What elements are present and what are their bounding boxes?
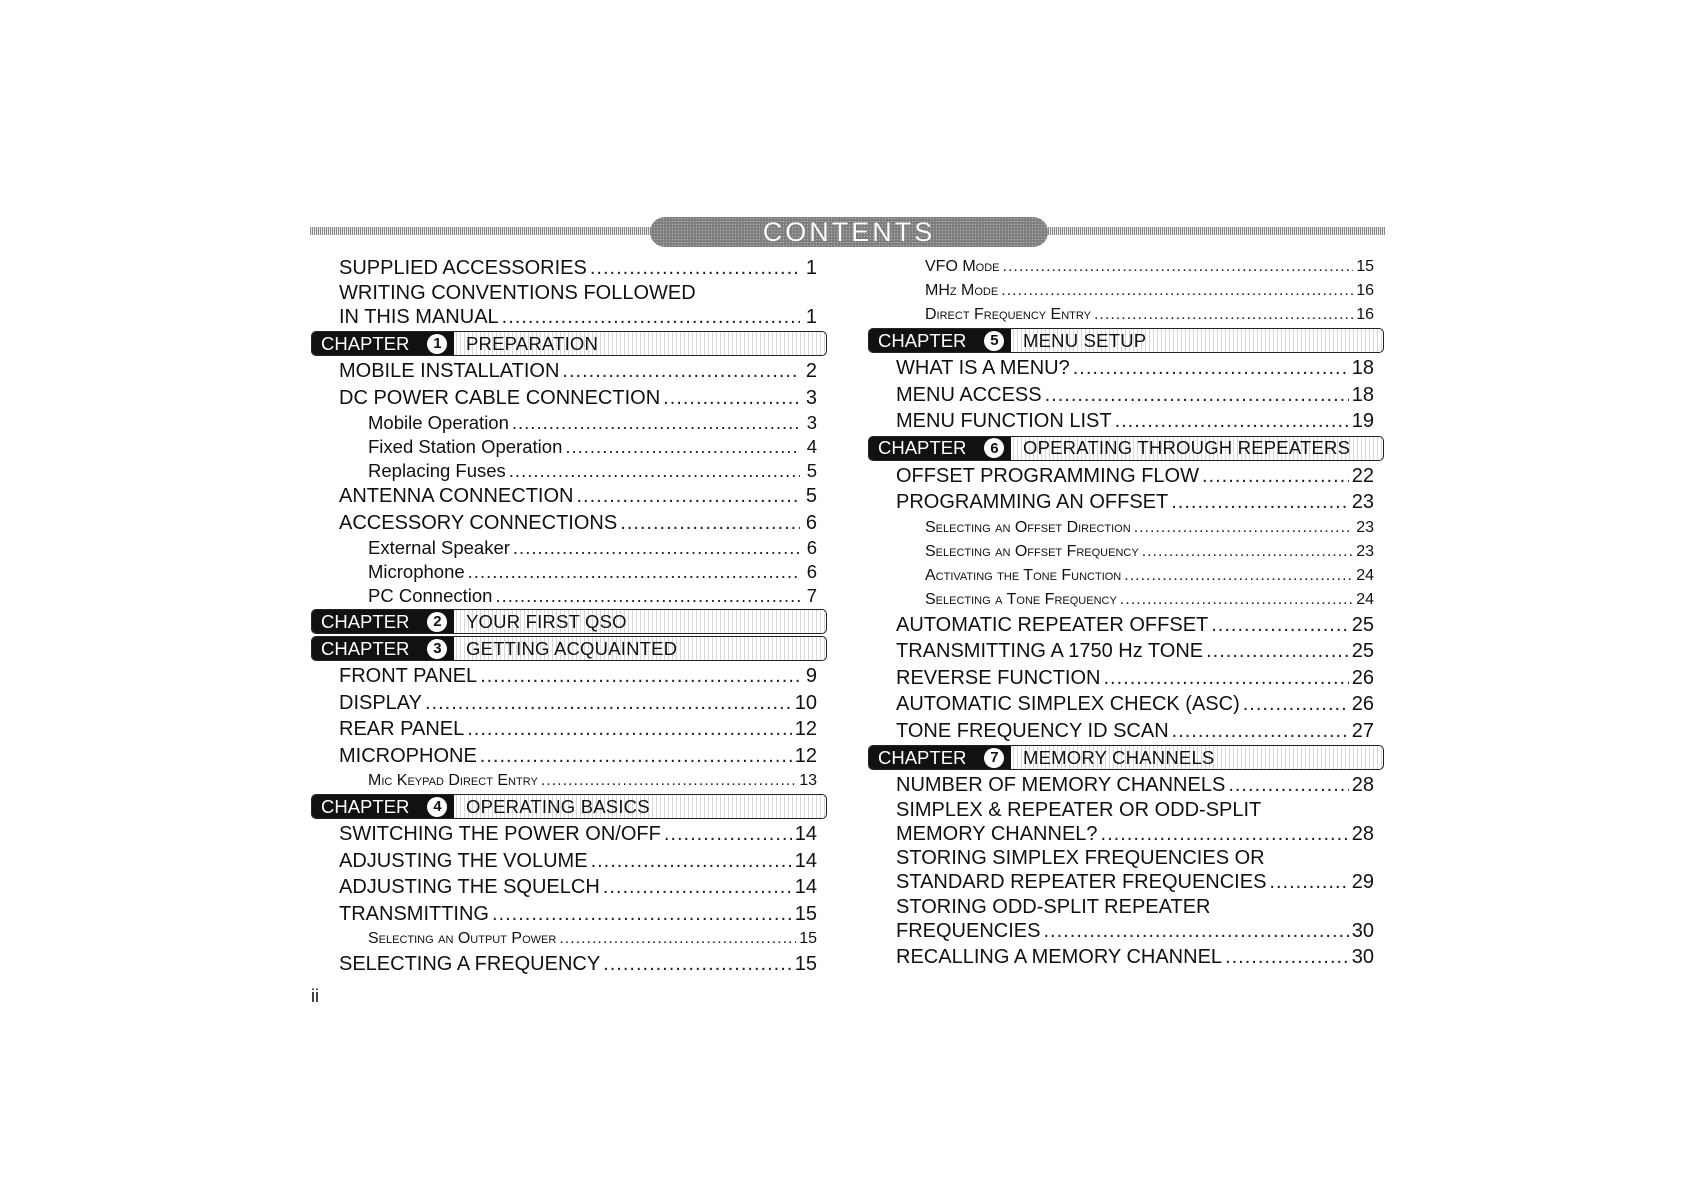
toc-entry-title: STANDARD REPEATER FREQUENCIES xyxy=(896,871,1267,893)
toc-page-number: 15 xyxy=(799,930,817,947)
toc-entry-title: ADJUSTING THE VOLUME xyxy=(339,849,588,872)
dot-leader xyxy=(663,385,800,412)
toc-page-number: 10 xyxy=(794,691,817,714)
toc-page-number: 28 xyxy=(1351,822,1374,845)
toc-page-number: 30 xyxy=(1351,919,1374,942)
toc-entry[interactable] xyxy=(868,638,1384,665)
chapter-heading xyxy=(311,609,827,634)
dot-leader xyxy=(620,510,800,537)
toc-entry-title: MHz Mode xyxy=(925,282,999,299)
dot-leader xyxy=(1094,303,1353,327)
chapter-tag xyxy=(312,332,454,355)
toc-entry-title: DISPLAY xyxy=(339,691,422,714)
toc-entry[interactable] xyxy=(868,382,1384,409)
dot-leader xyxy=(1211,612,1349,639)
toc-page-number: 18 xyxy=(1351,357,1374,379)
toc-entry-title: WHAT IS A MENU? xyxy=(896,357,1070,379)
toc-entry-title: DC POWER CABLE CONNECTION xyxy=(339,386,661,409)
toc-entry-title: AUTOMATIC REPEATER OFFSET xyxy=(896,613,1209,636)
page-number: ii xyxy=(311,986,319,1006)
toc-subentry[interactable] xyxy=(868,516,1384,540)
toc-page-number: 14 xyxy=(794,823,817,845)
chapter-title: PREPARATION xyxy=(466,332,599,354)
toc-entry[interactable] xyxy=(311,663,827,690)
dot-leader xyxy=(512,411,800,435)
toc-page-number: 12 xyxy=(794,744,817,767)
toc-page-number: 15 xyxy=(794,953,817,975)
toc-page-number: 19 xyxy=(1351,410,1374,432)
toc-entry-title: TRANSMITTING xyxy=(339,902,489,925)
toc-page-number: 5 xyxy=(805,485,817,507)
chapter-title: OPERATING BASICS xyxy=(466,795,650,817)
dot-leader xyxy=(541,769,796,793)
toc-entry[interactable] xyxy=(311,510,827,537)
toc-entry-title: SUPPLIED ACCESSORIES xyxy=(339,257,587,279)
chapter-label: CHAPTER xyxy=(878,437,967,458)
dot-leader xyxy=(1043,918,1348,945)
toc-page-number: 15 xyxy=(1356,258,1374,275)
toc-subentry[interactable] xyxy=(311,927,827,951)
toc-entry[interactable] xyxy=(868,718,1384,745)
toc-page-number: 9 xyxy=(805,665,817,687)
chapter-label: CHAPTER xyxy=(321,610,410,632)
toc-page-number: 25 xyxy=(1351,613,1374,636)
dot-leader xyxy=(562,358,800,385)
toc-entry[interactable] xyxy=(311,385,827,412)
chapter-tag xyxy=(869,329,1011,352)
toc-entry[interactable] xyxy=(868,489,1384,516)
chapter-heading xyxy=(868,436,1384,461)
chapter-heading xyxy=(868,328,1384,353)
toc-entry-title: MICROPHONE xyxy=(339,744,477,767)
toc-entry-line[interactable] xyxy=(311,282,827,304)
toc-entry-title: PC Connection xyxy=(368,585,493,606)
toc-page-number: 22 xyxy=(1351,464,1374,487)
chapter-number-badge: 4 xyxy=(427,797,447,817)
toc-subentry[interactable] xyxy=(311,769,827,793)
toc-entry-title: Selecting an Offset Direction xyxy=(925,518,1131,536)
toc-page-number: 6 xyxy=(806,561,817,582)
toc-page-number: 13 xyxy=(799,772,817,789)
toc-subentry[interactable] xyxy=(311,584,827,608)
toc-page-number: 14 xyxy=(794,876,817,898)
chapter-number-badge: 3 xyxy=(427,639,447,659)
dot-leader xyxy=(664,821,792,848)
chapter-title: GETTING ACQUAINTED xyxy=(466,637,678,659)
toc-entry-title: PROGRAMMING AN OFFSET xyxy=(896,491,1169,513)
toc-entry[interactable] xyxy=(868,691,1384,718)
chapter-title: OPERATING THROUGH REPEATERS xyxy=(1023,437,1351,458)
dot-leader xyxy=(1115,408,1349,435)
toc-entry-title: ANTENNA CONNECTION xyxy=(339,485,574,507)
toc-entry[interactable] xyxy=(311,901,827,928)
toc-entry-title: Selecting an Offset Frequency xyxy=(925,542,1139,560)
chapter-tag xyxy=(312,637,454,660)
toc-entry-title: NUMBER OF MEMORY CHANNELS xyxy=(896,774,1226,796)
toc-entry-title: TRANSMITTING A 1750 Hz TONE xyxy=(896,640,1204,662)
toc-entry-title: WRITING CONVENTIONS FOLLOWED xyxy=(339,281,696,304)
toc-entry-title: ACCESSORY CONNECTIONS xyxy=(339,511,618,534)
toc-subentry[interactable] xyxy=(868,303,1384,327)
toc-entry-title: Replacing Fuses xyxy=(368,460,506,481)
dot-leader xyxy=(565,435,800,459)
dot-leader xyxy=(1269,869,1348,896)
toc-page-number: 3 xyxy=(805,386,817,409)
chapter-label: CHAPTER xyxy=(321,795,410,817)
toc-subentry[interactable] xyxy=(311,536,827,560)
toc-page-number: 24 xyxy=(1356,590,1374,608)
toc-entry-title: OFFSET PROGRAMMING FLOW xyxy=(896,464,1199,487)
toc-entry-title: IN THIS MANUAL xyxy=(339,305,499,328)
toc-page-number: 25 xyxy=(1351,640,1374,662)
toc-entry[interactable] xyxy=(868,821,1384,848)
toc-entry-title: ADJUSTING THE SQUELCH xyxy=(339,876,600,898)
toc-subentry[interactable] xyxy=(311,411,827,435)
dot-leader xyxy=(1134,516,1354,540)
dot-leader xyxy=(480,743,792,770)
dot-leader xyxy=(1003,255,1354,279)
contents-title: CONTENTS xyxy=(762,216,936,247)
toc-page-number: 6 xyxy=(806,537,817,558)
toc-entry[interactable] xyxy=(868,869,1384,896)
dot-leader xyxy=(1225,944,1349,971)
toc-subentry[interactable] xyxy=(868,588,1384,612)
chapter-heading xyxy=(868,745,1384,770)
dot-leader xyxy=(590,255,800,282)
contents-header xyxy=(650,217,1048,247)
dot-leader xyxy=(425,690,792,717)
toc-entry-title: STORING SIMPLEX FREQUENCIES OR xyxy=(896,847,1265,869)
toc-entry-title: SELECTING A FREQUENCY xyxy=(339,953,601,975)
toc-entry-title: SIMPLEX & REPEATER OR ODD-SPLIT xyxy=(896,798,1262,821)
chapter-title: MENU SETUP xyxy=(1023,329,1147,351)
dot-leader xyxy=(559,927,796,951)
toc-entry[interactable] xyxy=(868,408,1384,435)
toc-page-number: 16 xyxy=(1356,282,1374,299)
toc-entry[interactable] xyxy=(311,716,827,743)
chapter-title: YOUR FIRST QSO xyxy=(466,610,627,632)
toc-page-number: 2 xyxy=(805,360,817,382)
chapter-label: CHAPTER xyxy=(321,637,410,659)
toc-page-number: 14 xyxy=(794,849,817,872)
toc-left-column xyxy=(311,255,827,978)
toc-page-number: 26 xyxy=(1351,693,1374,715)
dot-leader xyxy=(1172,718,1349,745)
toc-page-number: 23 xyxy=(1356,542,1374,560)
chapter-number-badge: 7 xyxy=(984,748,1004,768)
toc-entry-title: FREQUENCIES xyxy=(896,919,1041,942)
toc-page-number: 1 xyxy=(805,257,817,279)
toc-subentry[interactable] xyxy=(311,560,827,584)
dot-leader xyxy=(1073,355,1349,382)
toc-entry[interactable] xyxy=(311,304,827,331)
chapter-number-badge: 1 xyxy=(427,334,447,354)
chapter-heading xyxy=(311,794,827,819)
toc-entry-title: AUTOMATIC SIMPLEX CHECK (ASC) xyxy=(896,693,1240,715)
dot-leader xyxy=(1120,588,1353,612)
chapter-heading xyxy=(311,331,827,356)
toc-entry-title: MENU ACCESS xyxy=(896,383,1042,406)
toc-entry-title: STORING ODD-SPLIT REPEATER xyxy=(896,895,1211,918)
toc-entry-line[interactable] xyxy=(868,799,1384,821)
toc-subentry[interactable] xyxy=(311,435,827,459)
toc-entry[interactable] xyxy=(311,821,827,848)
toc-page-number: 3 xyxy=(806,412,817,433)
toc-entry[interactable] xyxy=(311,874,827,901)
toc-page-number: 30 xyxy=(1351,946,1374,968)
toc-entry[interactable] xyxy=(311,255,827,282)
toc-entry[interactable] xyxy=(868,772,1384,799)
chapter-number-badge: 6 xyxy=(984,438,1004,458)
toc-subentry[interactable] xyxy=(311,459,827,483)
dot-leader xyxy=(1045,382,1349,409)
toc-page-number: 15 xyxy=(794,902,817,925)
toc-entry[interactable] xyxy=(311,743,827,770)
toc-entry-title: Selecting a Tone Frequency xyxy=(925,590,1117,608)
toc-entry-title: MEMORY CHANNEL? xyxy=(896,822,1098,845)
dot-leader xyxy=(1124,564,1353,588)
chapter-label: CHAPTER xyxy=(878,746,967,768)
toc-entry[interactable] xyxy=(868,918,1384,945)
toc-entry-title: Fixed Station Operation xyxy=(368,436,563,457)
toc-page-number: 6 xyxy=(805,511,817,534)
dot-leader xyxy=(492,901,792,928)
dot-leader xyxy=(1202,463,1349,490)
dot-leader xyxy=(1103,665,1348,692)
toc-page-number: 26 xyxy=(1351,666,1374,689)
toc-entry-title: Activating the Tone Function xyxy=(925,566,1122,584)
dot-leader xyxy=(513,536,800,560)
chapter-number-badge: 5 xyxy=(984,331,1004,351)
chapter-label: CHAPTER xyxy=(321,332,410,354)
dot-leader xyxy=(509,459,800,483)
toc-page-number: 23 xyxy=(1356,518,1374,536)
dot-leader xyxy=(1243,691,1349,718)
toc-page-number: 16 xyxy=(1356,306,1374,323)
dot-leader xyxy=(603,874,792,901)
chapter-tag xyxy=(312,610,454,633)
toc-entry[interactable] xyxy=(311,358,827,385)
toc-entry-title: REVERSE FUNCTION xyxy=(896,666,1101,689)
toc-entry-title: FRONT PANEL xyxy=(339,665,478,687)
toc-right-column xyxy=(868,255,1384,971)
dot-leader xyxy=(468,560,800,584)
dot-leader xyxy=(1228,772,1348,799)
chapter-title: MEMORY CHANNELS xyxy=(1023,746,1215,768)
chapter-number-badge: 2 xyxy=(427,612,447,632)
toc-entry-title: MENU FUNCTION LIST xyxy=(896,410,1112,432)
toc-entry-title: SWITCHING THE POWER ON/OFF xyxy=(339,823,661,845)
chapter-tag xyxy=(312,795,454,818)
toc-page-number: 7 xyxy=(806,585,817,606)
toc-entry-title: MOBILE INSTALLATION xyxy=(339,360,560,382)
toc-subentry[interactable] xyxy=(868,564,1384,588)
toc-entry[interactable] xyxy=(311,848,827,875)
toc-entry[interactable] xyxy=(311,951,827,978)
toc-page-number: 18 xyxy=(1351,383,1374,406)
toc-page-number: 4 xyxy=(806,436,817,457)
toc-subentry[interactable] xyxy=(868,279,1384,303)
dot-leader xyxy=(591,848,792,875)
chapter-label: CHAPTER xyxy=(878,329,967,351)
dot-leader xyxy=(1142,540,1354,564)
dot-leader xyxy=(495,584,800,608)
toc-page-number: 24 xyxy=(1356,566,1374,584)
toc-entry-title: RECALLING A MEMORY CHANNEL xyxy=(896,946,1223,968)
dot-leader xyxy=(1171,489,1349,516)
chapter-heading xyxy=(311,636,827,661)
toc-entry[interactable] xyxy=(868,463,1384,490)
dot-leader xyxy=(467,716,792,743)
toc-entry-title: REAR PANEL xyxy=(339,718,465,740)
toc-entry[interactable] xyxy=(311,483,827,510)
toc-entry[interactable] xyxy=(311,690,827,717)
dot-leader xyxy=(603,951,792,978)
toc-page-number: 27 xyxy=(1351,719,1374,742)
dot-leader xyxy=(576,483,800,510)
toc-page-number: 29 xyxy=(1351,871,1374,893)
toc-page-number: 23 xyxy=(1351,491,1374,513)
toc-entry-title: Mic Keypad Direct Entry xyxy=(368,772,538,789)
toc-entry[interactable] xyxy=(868,612,1384,639)
chapter-tag xyxy=(869,746,1011,769)
chapter-tag xyxy=(869,437,1011,460)
toc-entry-line[interactable] xyxy=(868,896,1384,918)
dot-leader xyxy=(1206,638,1349,665)
toc-subentry[interactable] xyxy=(868,255,1384,279)
toc-page-number: 12 xyxy=(794,718,817,740)
toc-page-number: 28 xyxy=(1351,774,1374,796)
toc-entry[interactable] xyxy=(868,665,1384,692)
toc-entry-title: Direct Frequency Entry xyxy=(925,306,1091,323)
toc-entry-title: TONE FREQUENCY ID SCAN xyxy=(896,719,1169,742)
toc-entry-title: Mobile Operation xyxy=(368,412,509,433)
dot-leader xyxy=(502,304,800,331)
toc-entry-line[interactable] xyxy=(868,847,1384,869)
toc-subentry[interactable] xyxy=(868,540,1384,564)
toc-page-number: 1 xyxy=(805,305,817,328)
dot-leader xyxy=(1001,279,1353,303)
toc-entry[interactable] xyxy=(868,355,1384,382)
dot-leader xyxy=(480,663,800,690)
toc-entry-title: VFO Mode xyxy=(925,258,1000,275)
toc-entry-title: Selecting an Output Power xyxy=(368,930,557,947)
dot-leader xyxy=(1101,821,1349,848)
toc-entry-title: External Speaker xyxy=(368,537,510,558)
toc-entry-title: Microphone xyxy=(368,561,465,582)
toc-page-number: 5 xyxy=(806,460,817,481)
toc-entry[interactable] xyxy=(868,944,1384,971)
